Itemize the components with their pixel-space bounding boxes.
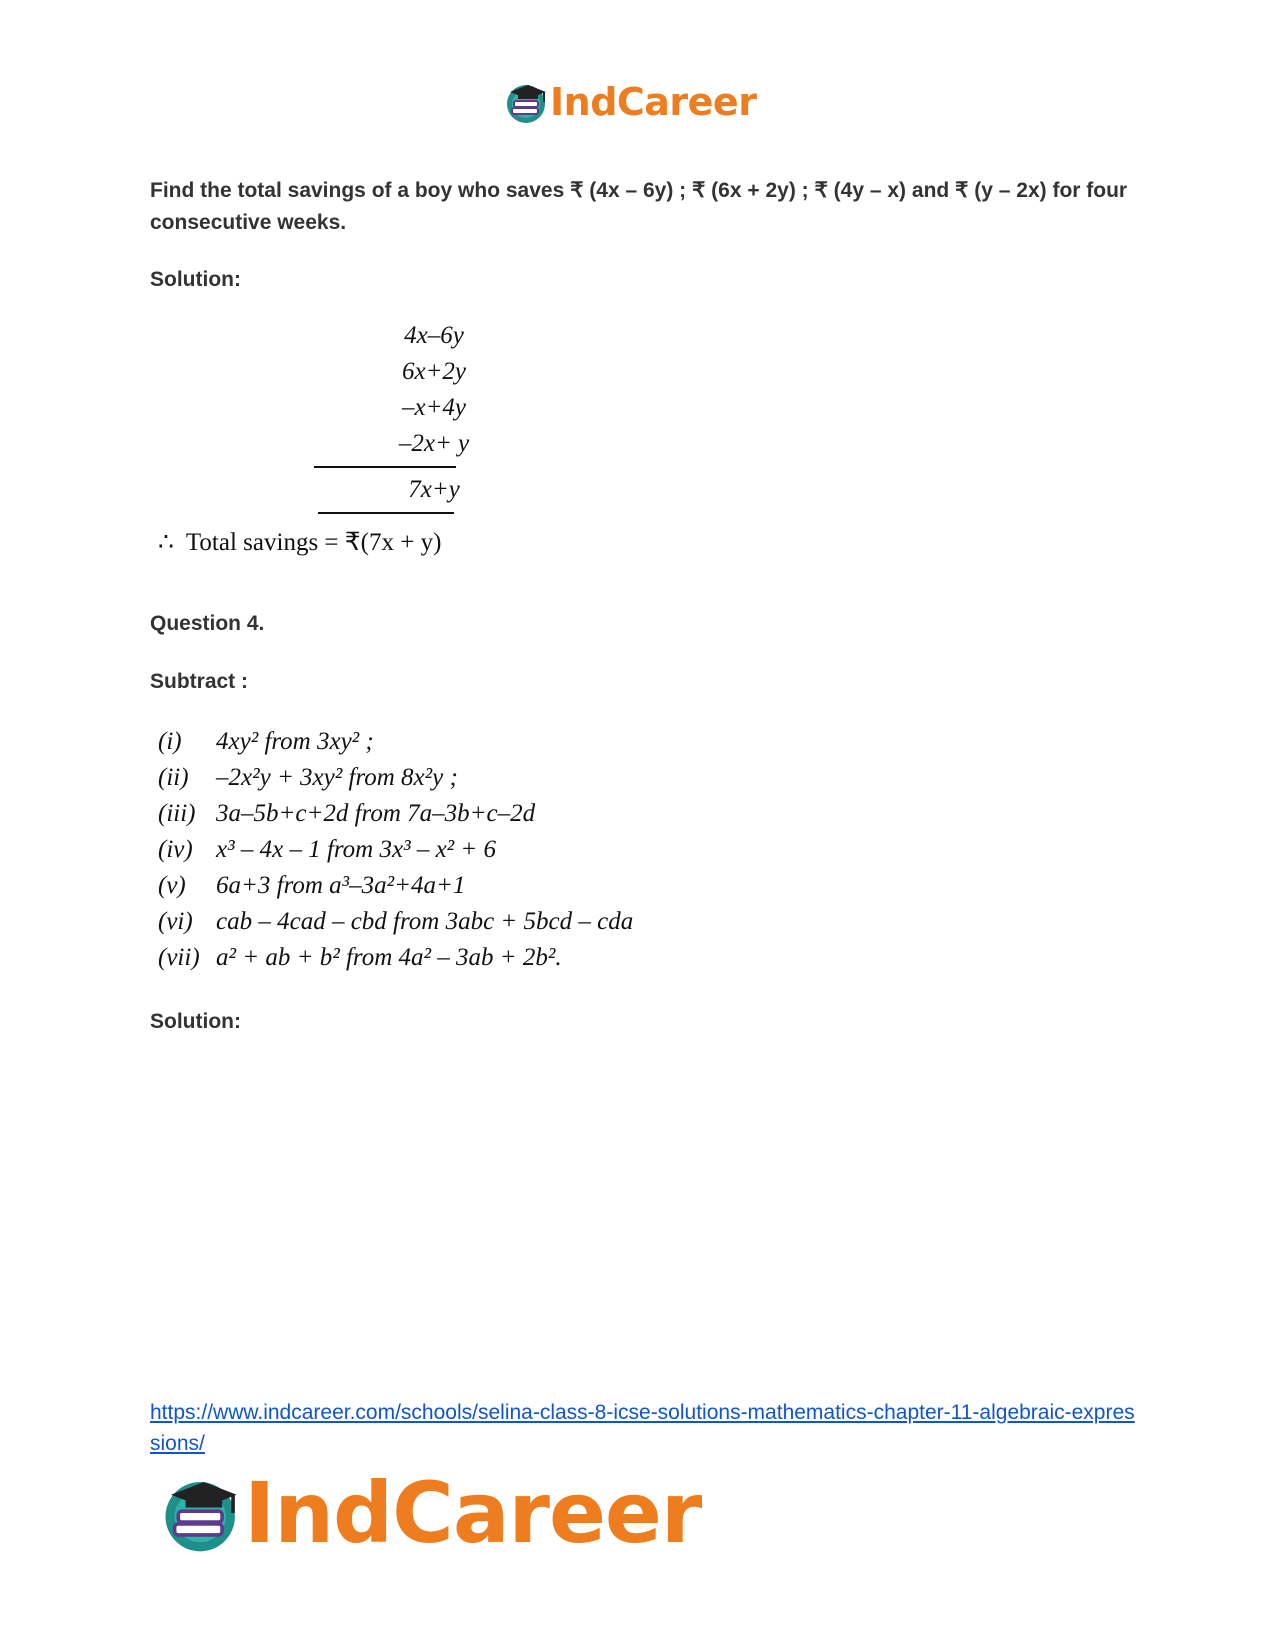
addend-4: –2x+ y — [398, 430, 470, 457]
subtract-instruction: Subtract : — [150, 670, 249, 693]
addend-1: 4x–6y — [404, 322, 464, 349]
solution-label: Solution: — [150, 268, 241, 291]
header-logo — [504, 80, 756, 124]
list-item — [158, 796, 633, 832]
item-number: (i) — [158, 728, 182, 755]
total-savings-text: Total savings = ₹(7x + y) — [185, 529, 442, 556]
list-item — [158, 940, 633, 976]
source-link[interactable]: https://www.indcareer.com/schools/selina-class-8-icse-solutions-mathematics-chapter-11-algebraic-expressions/ — [150, 1401, 1135, 1455]
list-item — [158, 760, 633, 796]
sum-result: 7x+y — [408, 476, 460, 503]
question-text: Find the total savings of a boy who saves ₹ (4x – 6y) ; ₹ (6x + 2y) ; ₹ (4y – x) and ₹ (y – 2x) for four consecutive weeks. — [150, 179, 1128, 234]
item-expression: 6a+3 from a³–3a²+4a+1 — [216, 872, 466, 899]
item-expression: x³ – 4x – 1 from 3x³ – x² + 6 — [216, 836, 497, 863]
logo-wordmark: IndCareer — [550, 80, 757, 124]
item-number: (iii) — [158, 800, 196, 827]
subtract-list — [158, 724, 633, 976]
list-item — [158, 724, 633, 760]
addend-2: 6x+2y — [401, 358, 467, 385]
graduation-book-icon — [504, 80, 550, 124]
item-expression: cab – 4cad – cbd from 3abc + 5bcd – cda — [216, 908, 634, 935]
logo-wordmark: IndCareer — [244, 1464, 702, 1562]
item-expression: a² + ab + b² from 4a² – 3ab + 2b². — [216, 944, 562, 971]
item-number: (vi) — [158, 908, 193, 935]
item-expression: 3a–5b+c+2d from 7a–3b+c–2d — [216, 800, 536, 827]
addend-3: –x+4y — [401, 394, 467, 421]
item-expression: 4xy² from 3xy² ; — [216, 728, 374, 755]
graduation-book-icon — [160, 1471, 244, 1555]
item-number: (vii) — [158, 944, 200, 971]
question-4-title: Question 4. — [150, 612, 265, 635]
solution-label-2: Solution: — [150, 1010, 241, 1033]
therefore-symbol: ∴ — [158, 529, 174, 556]
item-number: (ii) — [158, 764, 189, 791]
item-number: (iv) — [158, 836, 193, 863]
sum-underline — [318, 512, 454, 514]
footer-logo — [160, 1465, 701, 1561]
total-savings — [158, 527, 441, 557]
item-number: (v) — [158, 872, 186, 899]
list-item — [158, 904, 633, 940]
sum-rule — [314, 466, 456, 468]
list-item — [158, 868, 633, 904]
list-item — [158, 832, 633, 868]
addition-working — [150, 322, 570, 562]
item-expression: –2x²y + 3xy² from 8x²y ; — [216, 764, 458, 791]
